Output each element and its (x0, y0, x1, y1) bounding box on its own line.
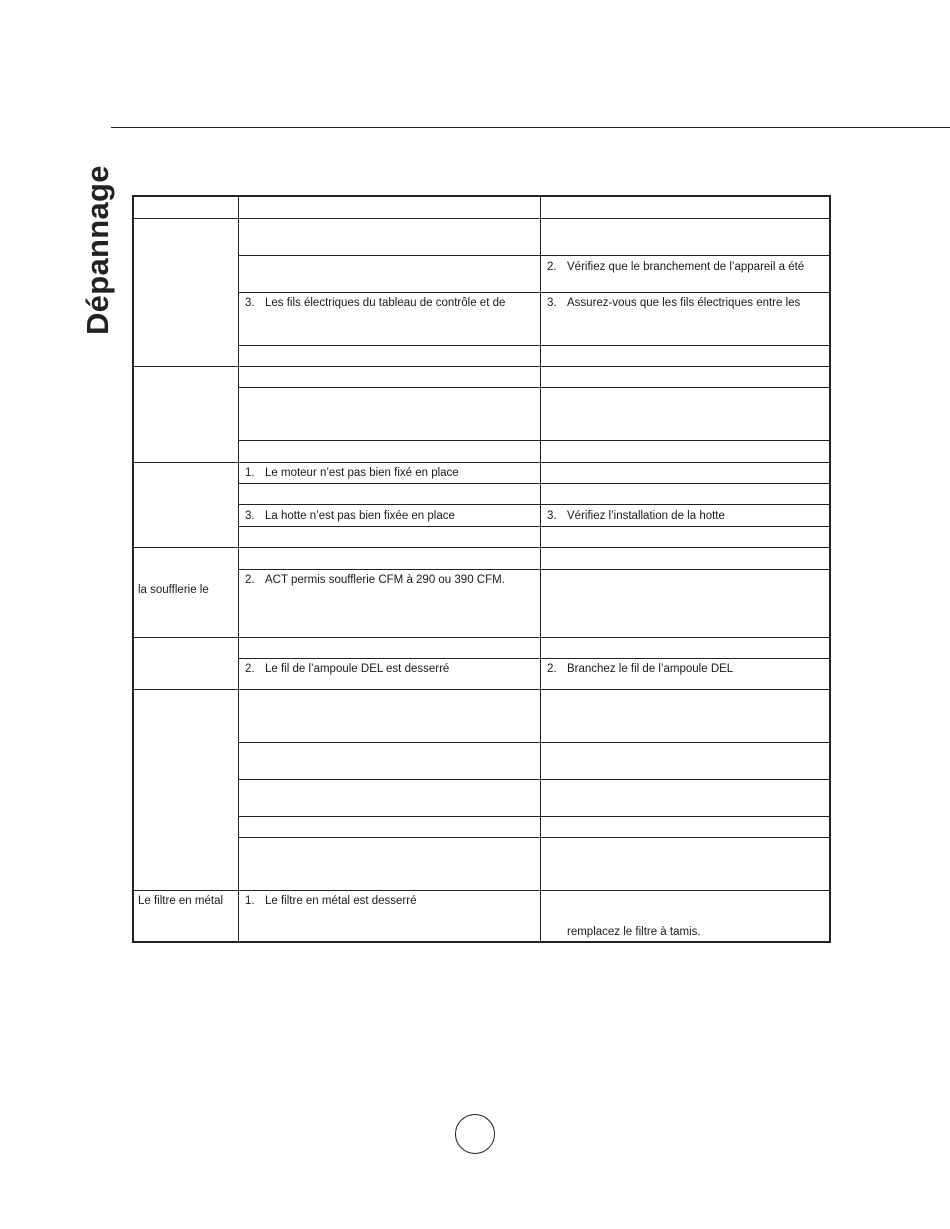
cause-text: Le moteur n’est pas bien fixé en place (265, 467, 459, 479)
row-divider (132, 218, 830, 219)
row-divider (132, 366, 830, 367)
subrow-divider (238, 504, 830, 505)
table-border-top (132, 195, 831, 197)
item-number: 1. (245, 467, 255, 479)
subrow-divider (238, 483, 830, 484)
subrow-divider (238, 837, 830, 838)
subrow-divider (238, 255, 830, 256)
problem-cell: Le filtre en métal (138, 895, 224, 907)
section-title: Dépannage (80, 165, 115, 335)
cause-cell (245, 466, 459, 480)
row-divider (132, 637, 830, 638)
item-number: 2. (245, 663, 255, 675)
solution-cell (547, 509, 725, 523)
item-number: 2. (245, 574, 255, 586)
subrow-divider (238, 742, 830, 743)
subrow-divider (238, 526, 830, 527)
subrow-divider (238, 816, 830, 817)
row-divider (132, 689, 830, 690)
item-number: 1. (245, 895, 255, 907)
table-border-bottom (132, 941, 831, 943)
header-rule (111, 127, 950, 128)
solution-cell (547, 662, 733, 676)
cause-cell (245, 296, 505, 310)
cause-cell (245, 662, 449, 676)
cause-text: Le filtre en métal est desserré (265, 895, 417, 907)
subrow-divider (238, 292, 830, 293)
subrow-divider (238, 779, 830, 780)
subrow-divider (238, 440, 830, 441)
solution-cell (547, 296, 800, 310)
item-number: 3. (547, 510, 557, 522)
solution-cell (547, 260, 804, 274)
cause-cell (245, 509, 455, 523)
cause-text: La hotte n’est pas bien fixée en place (265, 510, 455, 522)
row-divider (132, 890, 830, 891)
item-number: 3. (245, 510, 255, 522)
solution-text: Vérifiez que le branchement de l’appareil a été (567, 261, 805, 273)
page-number-circle (455, 1114, 495, 1154)
cause-text: ACT permis soufflerie CFM à 290 ou 390 CFM. (265, 574, 505, 586)
problem-cell: la soufflerie le (138, 584, 209, 596)
cause-cell (245, 894, 417, 908)
subrow-divider (238, 658, 830, 659)
subrow-divider (238, 569, 830, 570)
row-divider (132, 462, 830, 463)
solution-text: Branchez le fil de l’ampoule DEL (567, 663, 734, 675)
item-number: 3. (245, 297, 255, 309)
subrow-divider (238, 345, 830, 346)
row-divider (132, 547, 830, 548)
solution-text: Assurez-vous que les fils électriques entre les (567, 297, 801, 309)
cause-text: Les fils électriques du tableau de contrôle et de (265, 297, 506, 309)
item-number: 2. (547, 261, 557, 273)
solution-text: Vérifiez l’installation de la hotte (567, 510, 725, 522)
subrow-divider (238, 387, 830, 388)
item-number: 2. (547, 663, 557, 675)
item-number: 3. (547, 297, 557, 309)
table-border-left (132, 195, 134, 943)
cause-text: Le fil de l’ampoule DEL est desserré (265, 663, 450, 675)
solution-cell: remplacez le filtre à tamis. (567, 926, 701, 938)
cause-cell (245, 573, 505, 587)
